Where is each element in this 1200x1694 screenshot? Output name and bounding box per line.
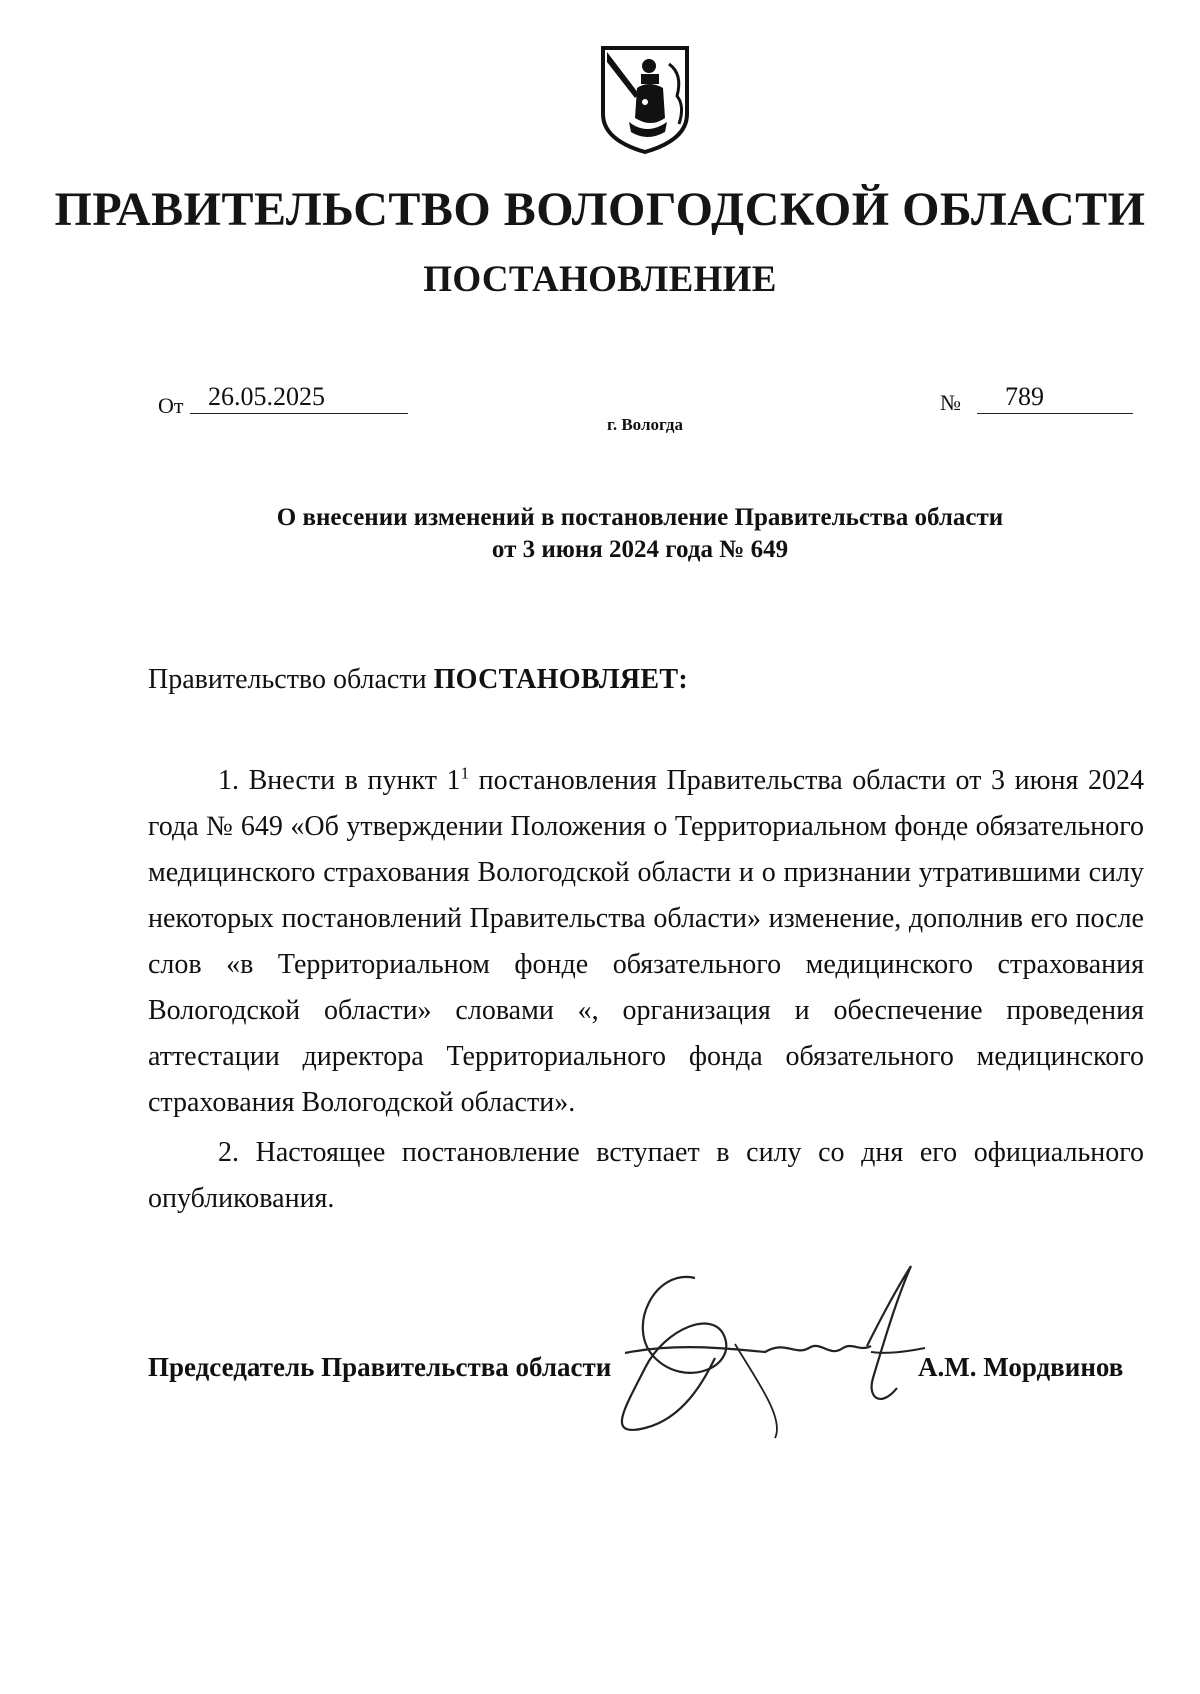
number-label: №	[940, 390, 961, 415]
date-label: От	[158, 393, 184, 418]
preamble	[148, 664, 688, 696]
preamble-text: Правительство области	[148, 664, 427, 695]
document-date: 26.05.2025	[190, 382, 408, 414]
clause-1-start: 1. Внести в пункт 1	[218, 765, 461, 796]
coat-of-arms-icon	[599, 44, 691, 156]
organization-title: ПРАВИТЕЛЬСТВО ВОЛОГОДСКОЙ ОБЛАСТИ	[54, 183, 1146, 236]
clause-1-superscript: 1	[460, 763, 470, 783]
clause-1	[148, 758, 1144, 1126]
document-type: ПОСТАНОВЛЕНИЕ	[423, 259, 777, 300]
subject-line-1: О внесении изменений в постановление Правительства области	[276, 504, 1004, 531]
document-number: 789	[977, 382, 1133, 414]
clause-1-rest: постановления Правительства области от 3 июня 2024 года № 649 «Об утверждении Положения о Территориальном фонде обязательного медицинского страхования Вологодской области и о признании утратившими силу некоторых постановлений Правительства области» изменение, дополнив его после слов «в Территориальном фонде обязательного медицинского страхования Вологодской области» словами «, организация и обеспечение проведения аттестации директора Территориального фонда обязательного медицинского страхования Вологодской области».	[148, 765, 1145, 1118]
city-label: г. Вологда	[607, 415, 683, 434]
document-body	[148, 758, 1144, 1226]
document-subject	[0, 502, 1200, 566]
clause-2: 2. Настоящее постановление вступает в силу со дня его официального опубликования.	[148, 1137, 1144, 1214]
signatory-position: Председатель Правительства области	[148, 1352, 612, 1382]
signatory-name: А.М. Мордвинов	[918, 1352, 1124, 1382]
subject-line-2: от 3 июня 2024 года № 649	[491, 536, 789, 563]
handwritten-signature	[585, 1248, 945, 1448]
preamble-resolves: ПОСТАНОВЛЯЕТ:	[433, 664, 689, 695]
